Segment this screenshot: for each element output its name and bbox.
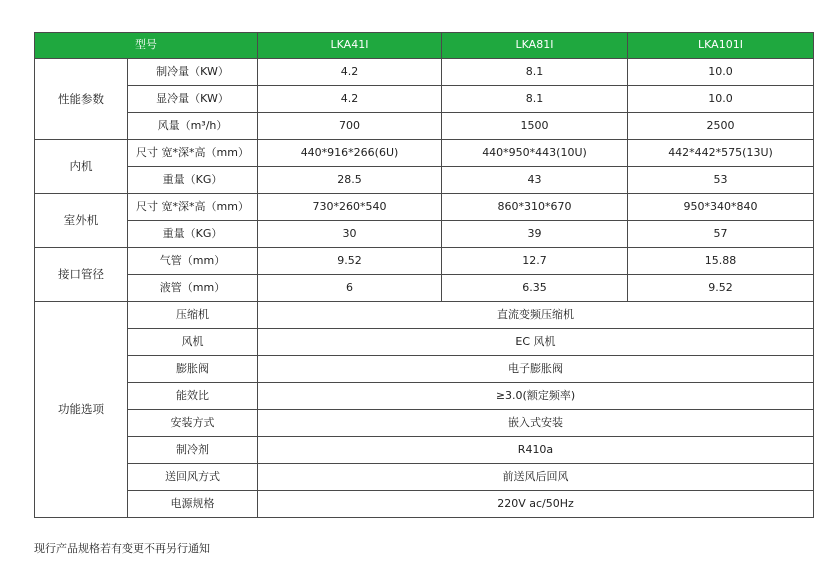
row-label: 压缩机 bbox=[128, 302, 258, 329]
cell-value: 6.35 bbox=[442, 275, 628, 302]
cell-value: 4.2 bbox=[258, 86, 442, 113]
cell-value: 440*950*443(10U) bbox=[442, 140, 628, 167]
table-row bbox=[35, 329, 814, 356]
table-row bbox=[35, 59, 814, 86]
header-model-label: 型号 bbox=[35, 33, 258, 59]
cell-value: 730*260*540 bbox=[258, 194, 442, 221]
table-row bbox=[35, 248, 814, 275]
cell-value: R410a bbox=[258, 437, 814, 464]
row-label: 送回风方式 bbox=[128, 464, 258, 491]
cell-value: 12.7 bbox=[442, 248, 628, 275]
row-label: 制冷量（KW） bbox=[128, 59, 258, 86]
table-row bbox=[35, 383, 814, 410]
cell-value: 442*442*575(13U) bbox=[628, 140, 814, 167]
cell-value: 8.1 bbox=[442, 86, 628, 113]
header-model-2: LKA81I bbox=[442, 33, 628, 59]
cell-value: 8.1 bbox=[442, 59, 628, 86]
spec-table bbox=[34, 32, 814, 518]
cell-value: 2500 bbox=[628, 113, 814, 140]
header-row bbox=[35, 33, 814, 59]
cell-value: 直流变频压缩机 bbox=[258, 302, 814, 329]
group-label: 接口管径 bbox=[35, 248, 128, 302]
cell-value: 9.52 bbox=[258, 248, 442, 275]
table-row bbox=[35, 302, 814, 329]
cell-value: 700 bbox=[258, 113, 442, 140]
row-label: 制冷剂 bbox=[128, 437, 258, 464]
row-label: 重量（KG） bbox=[128, 167, 258, 194]
table-row bbox=[35, 275, 814, 302]
row-label: 气管（mm） bbox=[128, 248, 258, 275]
table-row bbox=[35, 356, 814, 383]
table-row bbox=[35, 221, 814, 248]
cell-value: 电子膨胀阀 bbox=[258, 356, 814, 383]
row-label: 风机 bbox=[128, 329, 258, 356]
row-label: 尺寸 宽*深*高（mm） bbox=[128, 194, 258, 221]
table-row bbox=[35, 464, 814, 491]
row-label: 尺寸 宽*深*高（mm） bbox=[128, 140, 258, 167]
cell-value: 57 bbox=[628, 221, 814, 248]
cell-value: 43 bbox=[442, 167, 628, 194]
cell-value: 39 bbox=[442, 221, 628, 248]
cell-value: 220V ac/50Hz bbox=[258, 491, 814, 518]
table-row bbox=[35, 86, 814, 113]
row-label: 电源规格 bbox=[128, 491, 258, 518]
cell-value: 30 bbox=[258, 221, 442, 248]
group-label: 内机 bbox=[35, 140, 128, 194]
table-row bbox=[35, 113, 814, 140]
footnote: 现行产品规格若有变更不再另行通知 bbox=[34, 542, 210, 555]
row-label: 显冷量（KW） bbox=[128, 86, 258, 113]
row-label: 重量（KG） bbox=[128, 221, 258, 248]
table-row bbox=[35, 194, 814, 221]
table-row bbox=[35, 167, 814, 194]
cell-value: 950*340*840 bbox=[628, 194, 814, 221]
table-row bbox=[35, 491, 814, 518]
cell-value: 6 bbox=[258, 275, 442, 302]
table-row bbox=[35, 437, 814, 464]
cell-value: 前送风后回风 bbox=[258, 464, 814, 491]
group-label: 功能选项 bbox=[35, 302, 128, 518]
row-label: 液管（mm） bbox=[128, 275, 258, 302]
cell-value: 28.5 bbox=[258, 167, 442, 194]
cell-value: 15.88 bbox=[628, 248, 814, 275]
row-label: 膨胀阀 bbox=[128, 356, 258, 383]
cell-value: 嵌入式安装 bbox=[258, 410, 814, 437]
cell-value: 860*310*670 bbox=[442, 194, 628, 221]
table-row bbox=[35, 140, 814, 167]
cell-value: EC 风机 bbox=[258, 329, 814, 356]
header-model-1: LKA41I bbox=[258, 33, 442, 59]
cell-value: 10.0 bbox=[628, 86, 814, 113]
row-label: 能效比 bbox=[128, 383, 258, 410]
row-label: 安装方式 bbox=[128, 410, 258, 437]
table-row bbox=[35, 410, 814, 437]
group-label: 性能参数 bbox=[35, 59, 128, 140]
row-label: 风量（m³/h） bbox=[128, 113, 258, 140]
header-model-3: LKA101I bbox=[628, 33, 814, 59]
cell-value: 440*916*266(6U) bbox=[258, 140, 442, 167]
cell-value: 10.0 bbox=[628, 59, 814, 86]
cell-value: ≥3.0(额定频率) bbox=[258, 383, 814, 410]
cell-value: 1500 bbox=[442, 113, 628, 140]
group-label: 室外机 bbox=[35, 194, 128, 248]
cell-value: 53 bbox=[628, 167, 814, 194]
cell-value: 9.52 bbox=[628, 275, 814, 302]
cell-value: 4.2 bbox=[258, 59, 442, 86]
